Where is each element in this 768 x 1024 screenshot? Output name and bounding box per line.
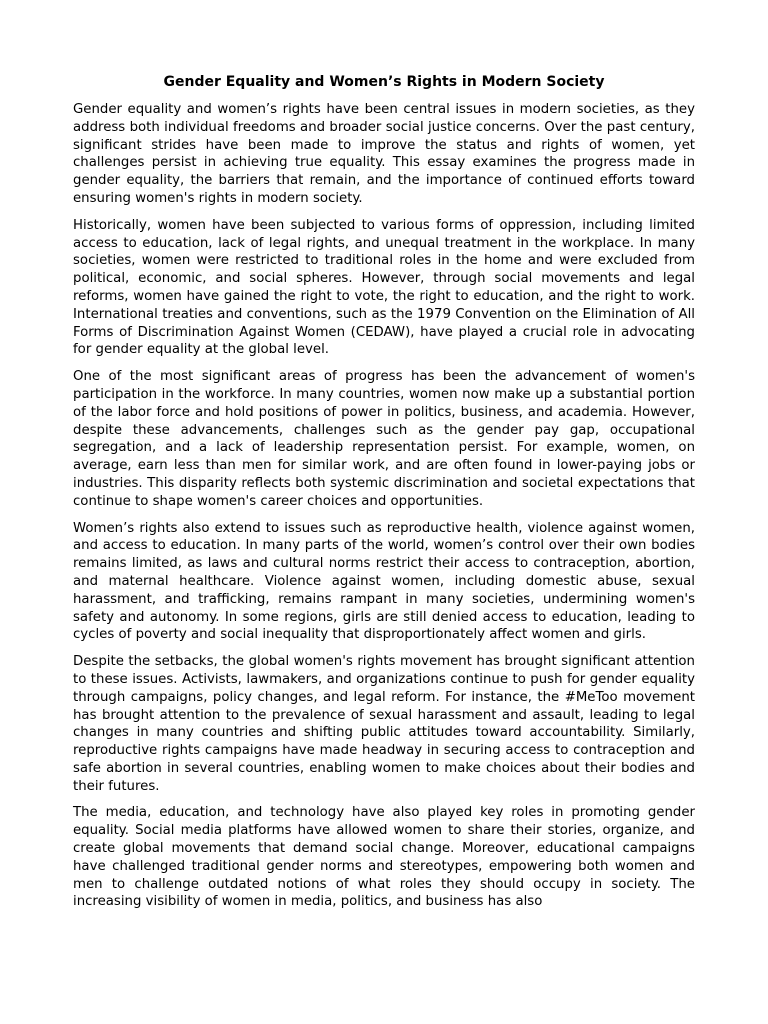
paragraph-1: Gender equality and women’s rights have been central issues in modern societies, as they address both individual freedoms and broader social justice concerns. Over the past century, significant strides have been made to improve the status and rights of women, yet challenges persist in achieving true equality. This essay examines the progress made in gender equality, the barriers that remain, and the importance of continued efforts toward ensuring women's rights in modern society. [73, 102, 695, 206]
paragraph-5: Despite the setbacks, the global women's rights movement has brought significant attention to these issues. Activists, lawmakers, and organizations continue to push for gender equality through campaigns, policy changes, and legal reform. For instance, the #MeToo movement has brought attention to the prevalence of sexual harassment and assault, leading to legal changes in many countries and shifting public attitudes toward accountability. Similarly, reproductive rights campaigns have made headway in securing access to contraception and safe abortion in several countries, enabling women to make choices about their bodies and their futures. [73, 654, 695, 794]
paragraph-3: One of the most significant areas of progress has been the advancement of women's participation in the workforce. In many countries, women now make up a substantial portion of the labor force and hold positions of power in politics, business, and academia. However, despite these advancements, challenges such as the gender pay gap, occupational segregation, and a lack of leadership representation persist. For example, women, on average, earn less than men for similar work, and are often found in lower-paying jobs or industries. This disparity reflects both systemic discrimination and societal expectations that continue to shape women's career choices and opportunities. [73, 369, 695, 509]
paragraph-4: Women’s rights also extend to issues such as reproductive health, violence against women, and access to education. In many parts of the world, women’s control over their own bodies remains limited, as laws and cultural norms restrict their access to contraception, abortion, and maternal healthcare. Violence against women, including domestic abuse, sexual harassment, and trafficking, remains rampant in many societies, undermining women's safety and autonomy. In some regions, girls are still denied access to education, leading to cycles of poverty and social inequality that disproportionately affect women and girls. [73, 520, 695, 643]
document-page [73, 72, 695, 920]
paragraph-6: The media, education, and technology have also played key roles in promoting gender equality. Social media platforms have allowed women to share their stories, organize, and create global movements that demand social change. Moreover, educational campaigns have challenged traditional gender norms and stereotypes, empowering both women and men to challenge outdated notions of what roles they should occupy in society. The increasing visibility of women in media, politics, and business has also [73, 805, 695, 910]
document-title: Gender Equality and Women’s Rights in Modern Society [163, 74, 605, 90]
paragraph-2: Historically, women have been subjected to various forms of oppression, including limited access to education, lack of legal rights, and unequal treatment in the workplace. In many societies, women were restricted to traditional roles in the home and were excluded from political, economic, and social spheres. However, through social movements and legal reforms, women have gained the right to vote, the right to education, and the right to work. International treaties and conventions, such as the 1979 Convention on the Elimination of All Forms of Discrimination Against Women (CEDAW), have played a crucial role in advocating for gender equality at the global level. [73, 217, 695, 358]
